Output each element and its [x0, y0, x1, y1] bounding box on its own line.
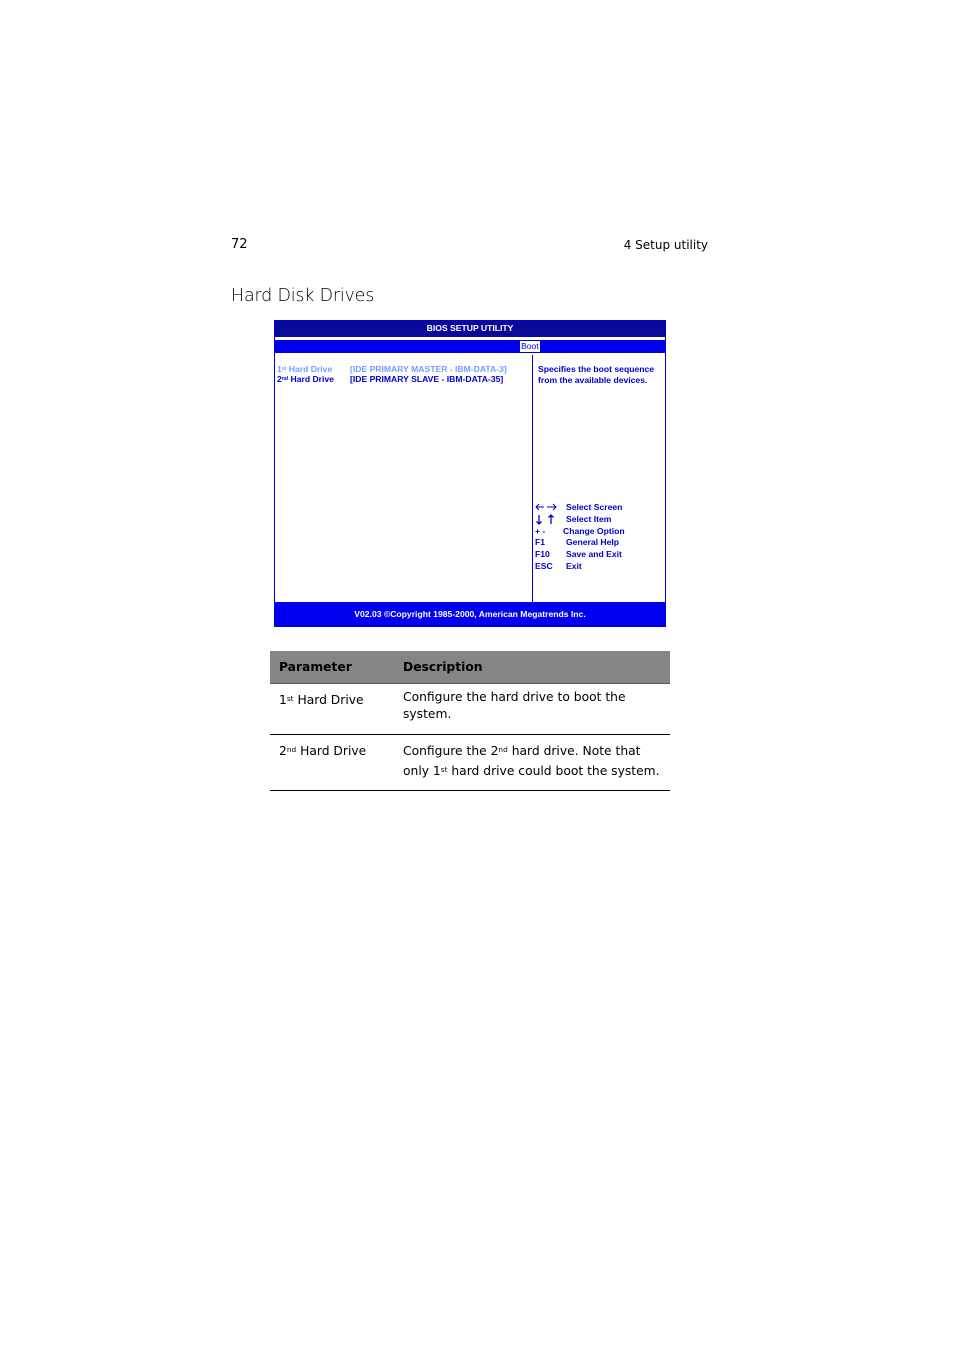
column-header-description: Description: [394, 651, 670, 684]
parameter-cell: 2nd Hard Drive: [270, 735, 394, 791]
table-row: [270, 684, 670, 735]
column-header-parameter: Parameter: [270, 651, 394, 684]
bios-footer: V02.03 ©Copyright 1985-2000, American Megatrends Inc.: [275, 602, 665, 626]
chapter-title: 4 Setup utility: [623, 238, 708, 252]
left-right-arrows-icon: [535, 502, 557, 512]
bios-main-panel: [275, 355, 533, 603]
description-cell: Configure the 2nd hard drive. Note that only 1st hard drive could boot the system.: [394, 735, 670, 791]
parameter-table: [270, 651, 670, 791]
key-desc: Exit: [566, 560, 582, 571]
key-name: + -: [535, 525, 546, 536]
bios-tab-bar: [275, 339, 665, 354]
section-title: Hard Disk Drives: [231, 286, 375, 306]
key-desc: General Help: [566, 537, 620, 548]
description-cell: Configure the hard drive to boot the system.: [394, 684, 670, 735]
boot-device-label-2: 2nd Hard Drive: [277, 374, 334, 384]
key-desc: Select Screen: [566, 502, 623, 512]
key-name: F10: [535, 549, 550, 560]
key-name: ESC: [535, 560, 553, 571]
bios-help-panel: [533, 355, 665, 603]
boot-device-value-1: [IDE PRIMARY MASTER - IBM-DATA-3]: [350, 364, 507, 374]
bios-title-bar: BIOS SETUP UTILITY: [275, 321, 665, 337]
parameter-cell: 1st Hard Drive: [270, 684, 394, 735]
bios-help-text: Specifies the boot sequence from the available devices.: [538, 364, 655, 385]
boot-device-label-1: 1st Hard Drive: [277, 364, 333, 374]
page-number: 72: [231, 237, 248, 252]
tab-boot[interactable]: Boot: [521, 341, 539, 351]
up-down-arrows-icon: [535, 514, 557, 525]
key-name: F1: [535, 537, 546, 548]
key-desc: Select Item: [566, 513, 612, 524]
key-desc: Save and Exit: [566, 549, 622, 560]
boot-device-value-2: [IDE PRIMARY SLAVE - IBM-DATA-35]: [350, 374, 504, 384]
table-header-row: [270, 651, 670, 684]
bios-screenshot: [274, 320, 666, 627]
key-desc: Change Option: [563, 525, 625, 536]
table-row: [270, 735, 670, 791]
